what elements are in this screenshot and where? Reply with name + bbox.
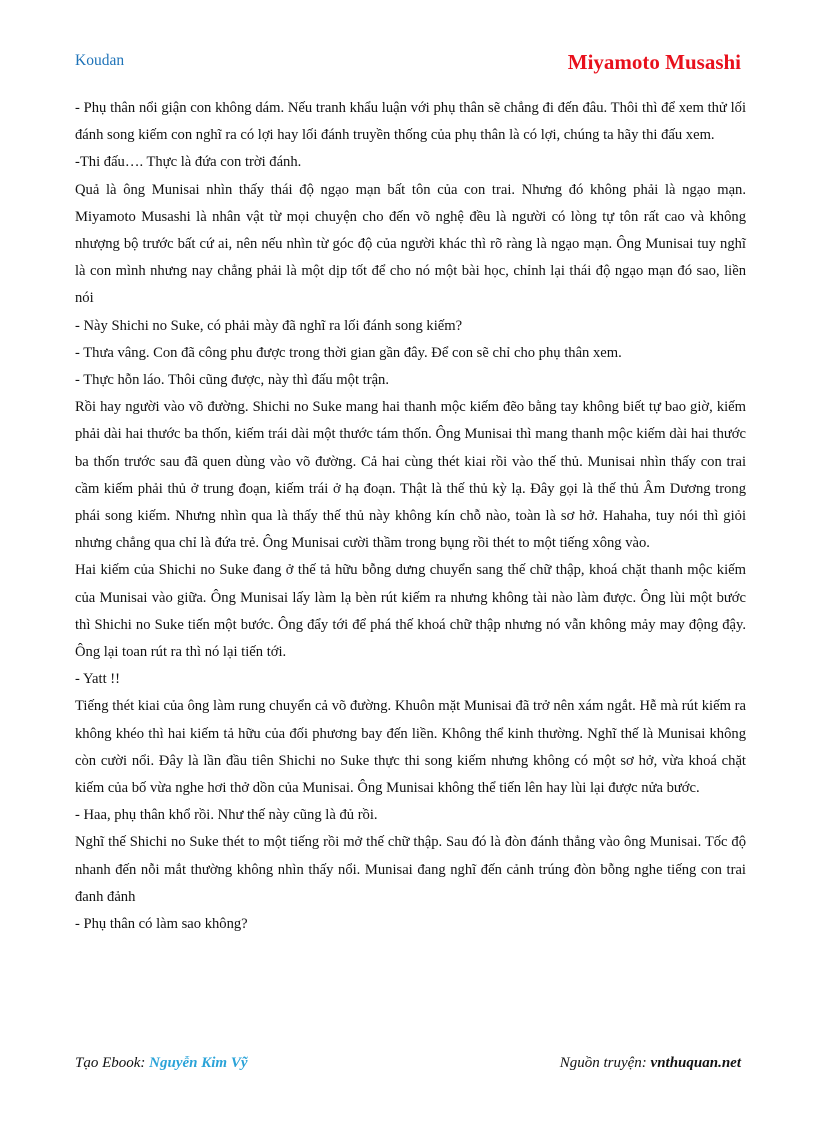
page-header	[75, 50, 741, 76]
paragraph: - Yatt !!	[75, 671, 120, 688]
paragraph: Hai kiếm của Shichi no Suke đang ở thế tả hữu bỗng dưng chuyển sang thế chữ thập, khoá chặt thanh mộc kiếm của Munisai vào giữa. Ông Munisai lấy làm lạ bèn rút kiếm ra nhưng không tài nào làm được. Ông lùi một bước thì Shichi no Suke tiến một bước. Ông đẩy tới để phá thế khoá chữ thập nhưng nó vẫn không mảy may động đậy. Ông lại toan rút ra thì nó lại tiến tới.	[75, 562, 746, 661]
paragraph: Tiếng thét kiai của ông làm rung chuyển cả võ đường. Khuôn mặt Munisai đã trở nên xám ngắt. Hễ mà rút kiếm ra không khéo thì hai kiếm tả hữu của đối phương bay đến liền. Không thể kinh thường. Nghĩ thế là Munisai không còn cười nổi. Đây là lần đầu tiên Shichi no Suke thực thi song kiếm nhưng không có một sơ hở, vừa khoá chặt kiếm của bố vừa nghe hơi thở dồn của Munisai. Ông Munisai không thể tiến lên hay lùi lại được nửa bước.	[75, 698, 746, 797]
paragraph: - Phụ thân nổi giận con không dám. Nếu tranh khẩu luận với phụ thân sẽ chẳng đi đến đâu. Thôi thì để xem thử lối đánh song kiếm con nghĩ ra có lợi hay lối đánh truyền thống của phụ thân là có lợi, chúng ta hãy thi đấu xem.	[75, 100, 746, 144]
page-body	[75, 95, 746, 938]
source-site-name: vnthuquan.net	[650, 1055, 741, 1071]
credit-separator: :	[140, 1055, 150, 1071]
source-label: Nguồn truyện	[559, 1055, 642, 1071]
source-separator: :	[641, 1055, 651, 1071]
paragraph: - Này Shichi no Suke, có phải mày đã nghĩ ra lối đánh song kiếm?	[75, 317, 463, 334]
credit-author-name: Nguyễn Kim Vỹ	[149, 1055, 248, 1071]
header-book-title: Miyamoto Musashi	[567, 50, 741, 74]
paragraph: - Haa, phụ thân khổ rồi. Như thế này cũng là đủ rồi.	[75, 807, 378, 824]
credit-label: Tạo Ebook	[75, 1055, 141, 1071]
paragraph: Quả là ông Munisai nhìn thấy thái độ ngạo mạn bất tôn của con trai. Nhưng đó không phải là ngạo mạn. Miyamoto Musashi là nhân vật từ mọi chuyện cho đến võ nghệ đều là người có lòng tự tôn rất cao và không nhượng bộ trước bất cứ ai, nên nếu nhìn từ góc độ của người khác thì rõ ràng là ngạo mạn. Ông Munisai tuy nghĩ là con mình nhưng nay chẳng phải là một dịp tốt để cho nó một bài học, chỉnh lại thái độ ngạo mạn đó sao, liền nói	[75, 181, 746, 307]
paragraph: - Thực hỗn láo. Thôi cũng được, này thì đấu một trận.	[75, 372, 390, 389]
paragraph: Rồi hay người vào võ đường. Shichi no Suke mang hai thanh mộc kiếm đẽo bằng tay không biết tự bao giờ, kiếm phải dài hai thước ba thốn, kiếm trái dài một thước tám thốn. Ông Munisai thì mang thanh mộc kiếm dài hai thước ba thốn trước sau đã quen dùng vào võ đường. Cả hai cùng thét kiai rồi vào thế thủ. Munisai nhìn thấy con trai cầm kiếm phải thủ ở trung đoạn, kiếm trái ở hạ đoạn. Thật là thế thủ kỳ lạ. Đây gọi là thế thủ Âm Dương trong phái song kiếm. Nhưng nhìn qua là thấy thế thủ này không kín chỗ nào, toàn là sơ hở. Hahaha, tuy nói thì giỏi nhưng chẳng qua chỉ là đứa trẻ. Ông Munisai cười thầm trong bụng rồi thét to một tiếng xông vào.	[75, 399, 746, 552]
paragraph: - Phụ thân có làm sao không?	[75, 916, 248, 933]
header-collection-title: Koudan	[75, 52, 125, 69]
page-footer	[75, 1055, 741, 1077]
paragraph: -Thi đấu…. Thực là đứa con trời đánh.	[75, 154, 302, 171]
paragraph: - Thưa vâng. Con đã công phu được trong thời gian gần đây. Để con sẽ chỉ cho phụ thân xem.	[75, 344, 622, 361]
ebook-credit	[75, 1055, 248, 1072]
paragraph: Nghĩ thế Shichi no Suke thét to một tiếng rồi mở thế chữ thập. Sau đó là đòn đánh thẳng vào ông Munisai. Tốc độ nhanh đến nỗi mắt thường không nhìn thấy nổi. Munisai đang nghĩ đến cảnh trúng đòn bỗng nghe tiếng con trai đanh đảnh	[75, 834, 746, 905]
story-source	[560, 1055, 741, 1072]
